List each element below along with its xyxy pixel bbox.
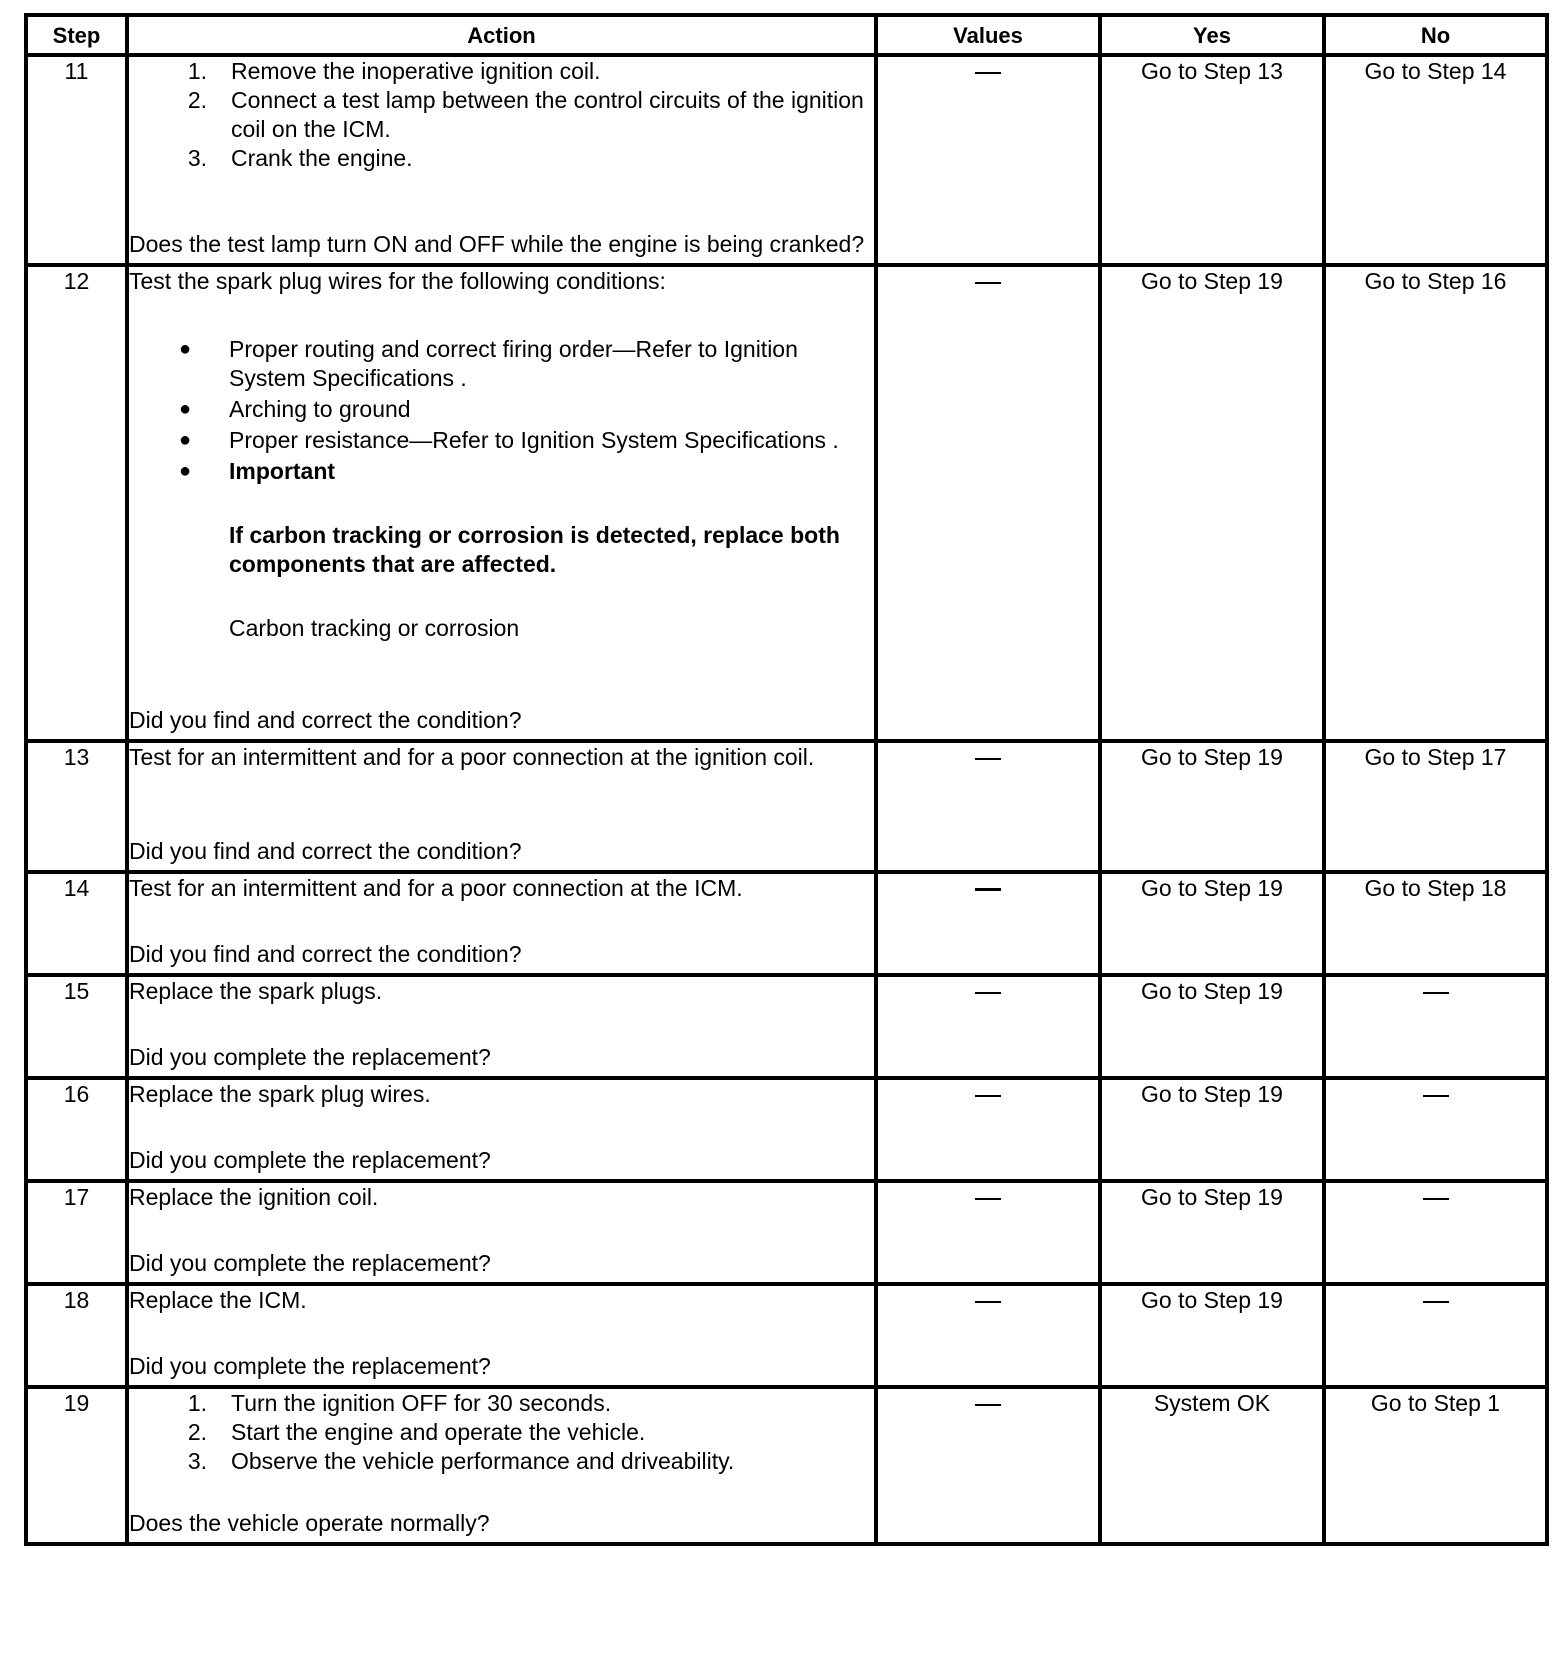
list-item: 3. Crank the engine. — [187, 145, 413, 171]
values-cell — [876, 1387, 1100, 1544]
numbered-list — [129, 57, 874, 173]
no-cell — [1324, 1284, 1547, 1387]
diagnostic-table — [24, 13, 1549, 1546]
table-row — [26, 265, 1547, 741]
no-link[interactable]: Go to Step 18 — [1324, 872, 1547, 975]
table-row — [26, 975, 1547, 1078]
table-row — [26, 1181, 1547, 1284]
list-item: ● Important — [129, 457, 874, 486]
list-item: 1. Remove the inoperative ignition coil. — [187, 58, 601, 84]
yes-link[interactable]: Go to Step 19 — [1100, 975, 1324, 1078]
action-text: Replace the spark plugs. — [129, 978, 383, 1004]
header-no: No — [1324, 15, 1547, 55]
dash-icon — [975, 282, 1001, 284]
action-cell — [127, 975, 876, 1078]
dash-icon — [1423, 992, 1449, 994]
dash-icon — [975, 72, 1001, 74]
header-step: Step — [26, 15, 127, 55]
step-number: 11 — [26, 55, 127, 265]
header-action: Action — [127, 15, 876, 55]
step-number: 13 — [26, 741, 127, 872]
list-item: ● Proper routing and correct firing order—Refer to Ignition System Specifications . — [129, 335, 874, 393]
intro-text: Test the spark plug wires for the following conditions: — [129, 268, 666, 294]
question: Does the vehicle operate normally? — [129, 1510, 490, 1536]
step-number: 18 — [26, 1284, 127, 1387]
table-row — [26, 55, 1547, 265]
question: Did you complete the replacement? — [129, 1250, 491, 1276]
no-link[interactable]: Go to Step 1 — [1324, 1387, 1547, 1544]
action-cell — [127, 741, 876, 872]
yes-link[interactable]: Go to Step 19 — [1100, 1078, 1324, 1181]
values-cell — [876, 265, 1100, 741]
bullet-list — [129, 335, 874, 486]
action-cell — [127, 55, 876, 265]
bullet-icon: ● — [179, 429, 192, 451]
action-cell — [127, 872, 876, 975]
yes-link[interactable]: System OK — [1100, 1387, 1324, 1544]
values-cell — [876, 55, 1100, 265]
values-cell — [876, 741, 1100, 872]
action-text: Replace the spark plug wires. — [129, 1081, 431, 1107]
bullet-icon: ● — [179, 460, 192, 482]
action-cell — [127, 1387, 876, 1544]
yes-link[interactable]: Go to Step 19 — [1100, 741, 1324, 872]
step-number: 19 — [26, 1387, 127, 1544]
yes-link[interactable]: Go to Step 19 — [1100, 1284, 1324, 1387]
dash-icon — [975, 1095, 1001, 1097]
step-number: 17 — [26, 1181, 127, 1284]
header-yes: Yes — [1100, 15, 1324, 55]
action-cell — [127, 1284, 876, 1387]
header-row — [26, 15, 1547, 55]
yes-link[interactable]: Go to Step 13 — [1100, 55, 1324, 265]
header-values: Values — [876, 15, 1100, 55]
dash-icon — [1423, 1095, 1449, 1097]
question: Did you complete the replacement? — [129, 1044, 491, 1070]
no-link[interactable]: Go to Step 17 — [1324, 741, 1547, 872]
table-row — [26, 1387, 1547, 1544]
table-row — [26, 872, 1547, 975]
values-cell — [876, 1078, 1100, 1181]
step-number: 14 — [26, 872, 127, 975]
question: Did you find and correct the condition? — [129, 838, 522, 864]
dash-icon — [1423, 1301, 1449, 1303]
values-cell — [876, 1181, 1100, 1284]
action-text: Replace the ignition coil. — [129, 1184, 379, 1210]
step-number: 15 — [26, 975, 127, 1078]
values-cell — [876, 975, 1100, 1078]
list-item: 1. Turn the ignition OFF for 30 seconds. — [187, 1390, 612, 1416]
action-text: Test for an intermittent and for a poor connection at the ignition coil. — [129, 744, 815, 770]
action-cell — [127, 265, 876, 741]
list-item: 2. Connect a test lamp between the control circuits of the ignition coil on the ICM. — [187, 87, 864, 142]
dash-icon — [975, 758, 1001, 760]
dash-icon — [975, 1404, 1001, 1406]
question: Did you find and correct the condition? — [129, 941, 522, 967]
list-item: 2. Start the engine and operate the vehicle. — [187, 1419, 646, 1445]
question: Did you complete the replacement? — [129, 1353, 491, 1379]
important-note: If carbon tracking or corrosion is detected, replace both components that are affected. — [229, 522, 840, 577]
dash-icon — [975, 1198, 1001, 1200]
table-row — [26, 1284, 1547, 1387]
no-link[interactable]: Go to Step 14 — [1324, 55, 1547, 265]
dash-icon — [975, 1301, 1001, 1303]
no-cell — [1324, 975, 1547, 1078]
values-cell — [876, 1284, 1100, 1387]
dash-icon — [975, 992, 1001, 994]
bullet-icon: ● — [179, 338, 192, 360]
list-item: ● Arching to ground — [129, 395, 874, 424]
yes-link[interactable]: Go to Step 19 — [1100, 1181, 1324, 1284]
question: Did you find and correct the condition? — [129, 707, 522, 733]
no-cell — [1324, 1078, 1547, 1181]
action-cell — [127, 1078, 876, 1181]
list-item: 3. Observe the vehicle performance and driveability. — [187, 1448, 735, 1474]
table-row — [26, 741, 1547, 872]
values-cell — [876, 872, 1100, 975]
dash-icon — [1423, 1198, 1449, 1200]
bullet-icon: ● — [179, 398, 192, 420]
no-cell — [1324, 1181, 1547, 1284]
step-number: 12 — [26, 265, 127, 741]
question: Does the test lamp turn ON and OFF while the engine is being cranked? — [129, 231, 865, 257]
yes-link[interactable]: Go to Step 19 — [1100, 872, 1324, 975]
action-cell — [127, 1181, 876, 1284]
list-item: ● Proper resistance—Refer to Ignition System Specifications . — [129, 426, 874, 455]
action-text: Replace the ICM. — [129, 1287, 307, 1313]
extra-text: Carbon tracking or corrosion — [229, 615, 520, 641]
step-number: 16 — [26, 1078, 127, 1181]
action-text: Test for an intermittent and for a poor connection at the ICM. — [129, 875, 743, 901]
no-link[interactable]: Go to Step 16 — [1324, 265, 1547, 741]
yes-link[interactable]: Go to Step 19 — [1100, 265, 1324, 741]
question: Did you complete the replacement? — [129, 1147, 491, 1173]
dash-icon — [975, 888, 1001, 891]
numbered-list — [129, 1389, 874, 1476]
table-row — [26, 1078, 1547, 1181]
